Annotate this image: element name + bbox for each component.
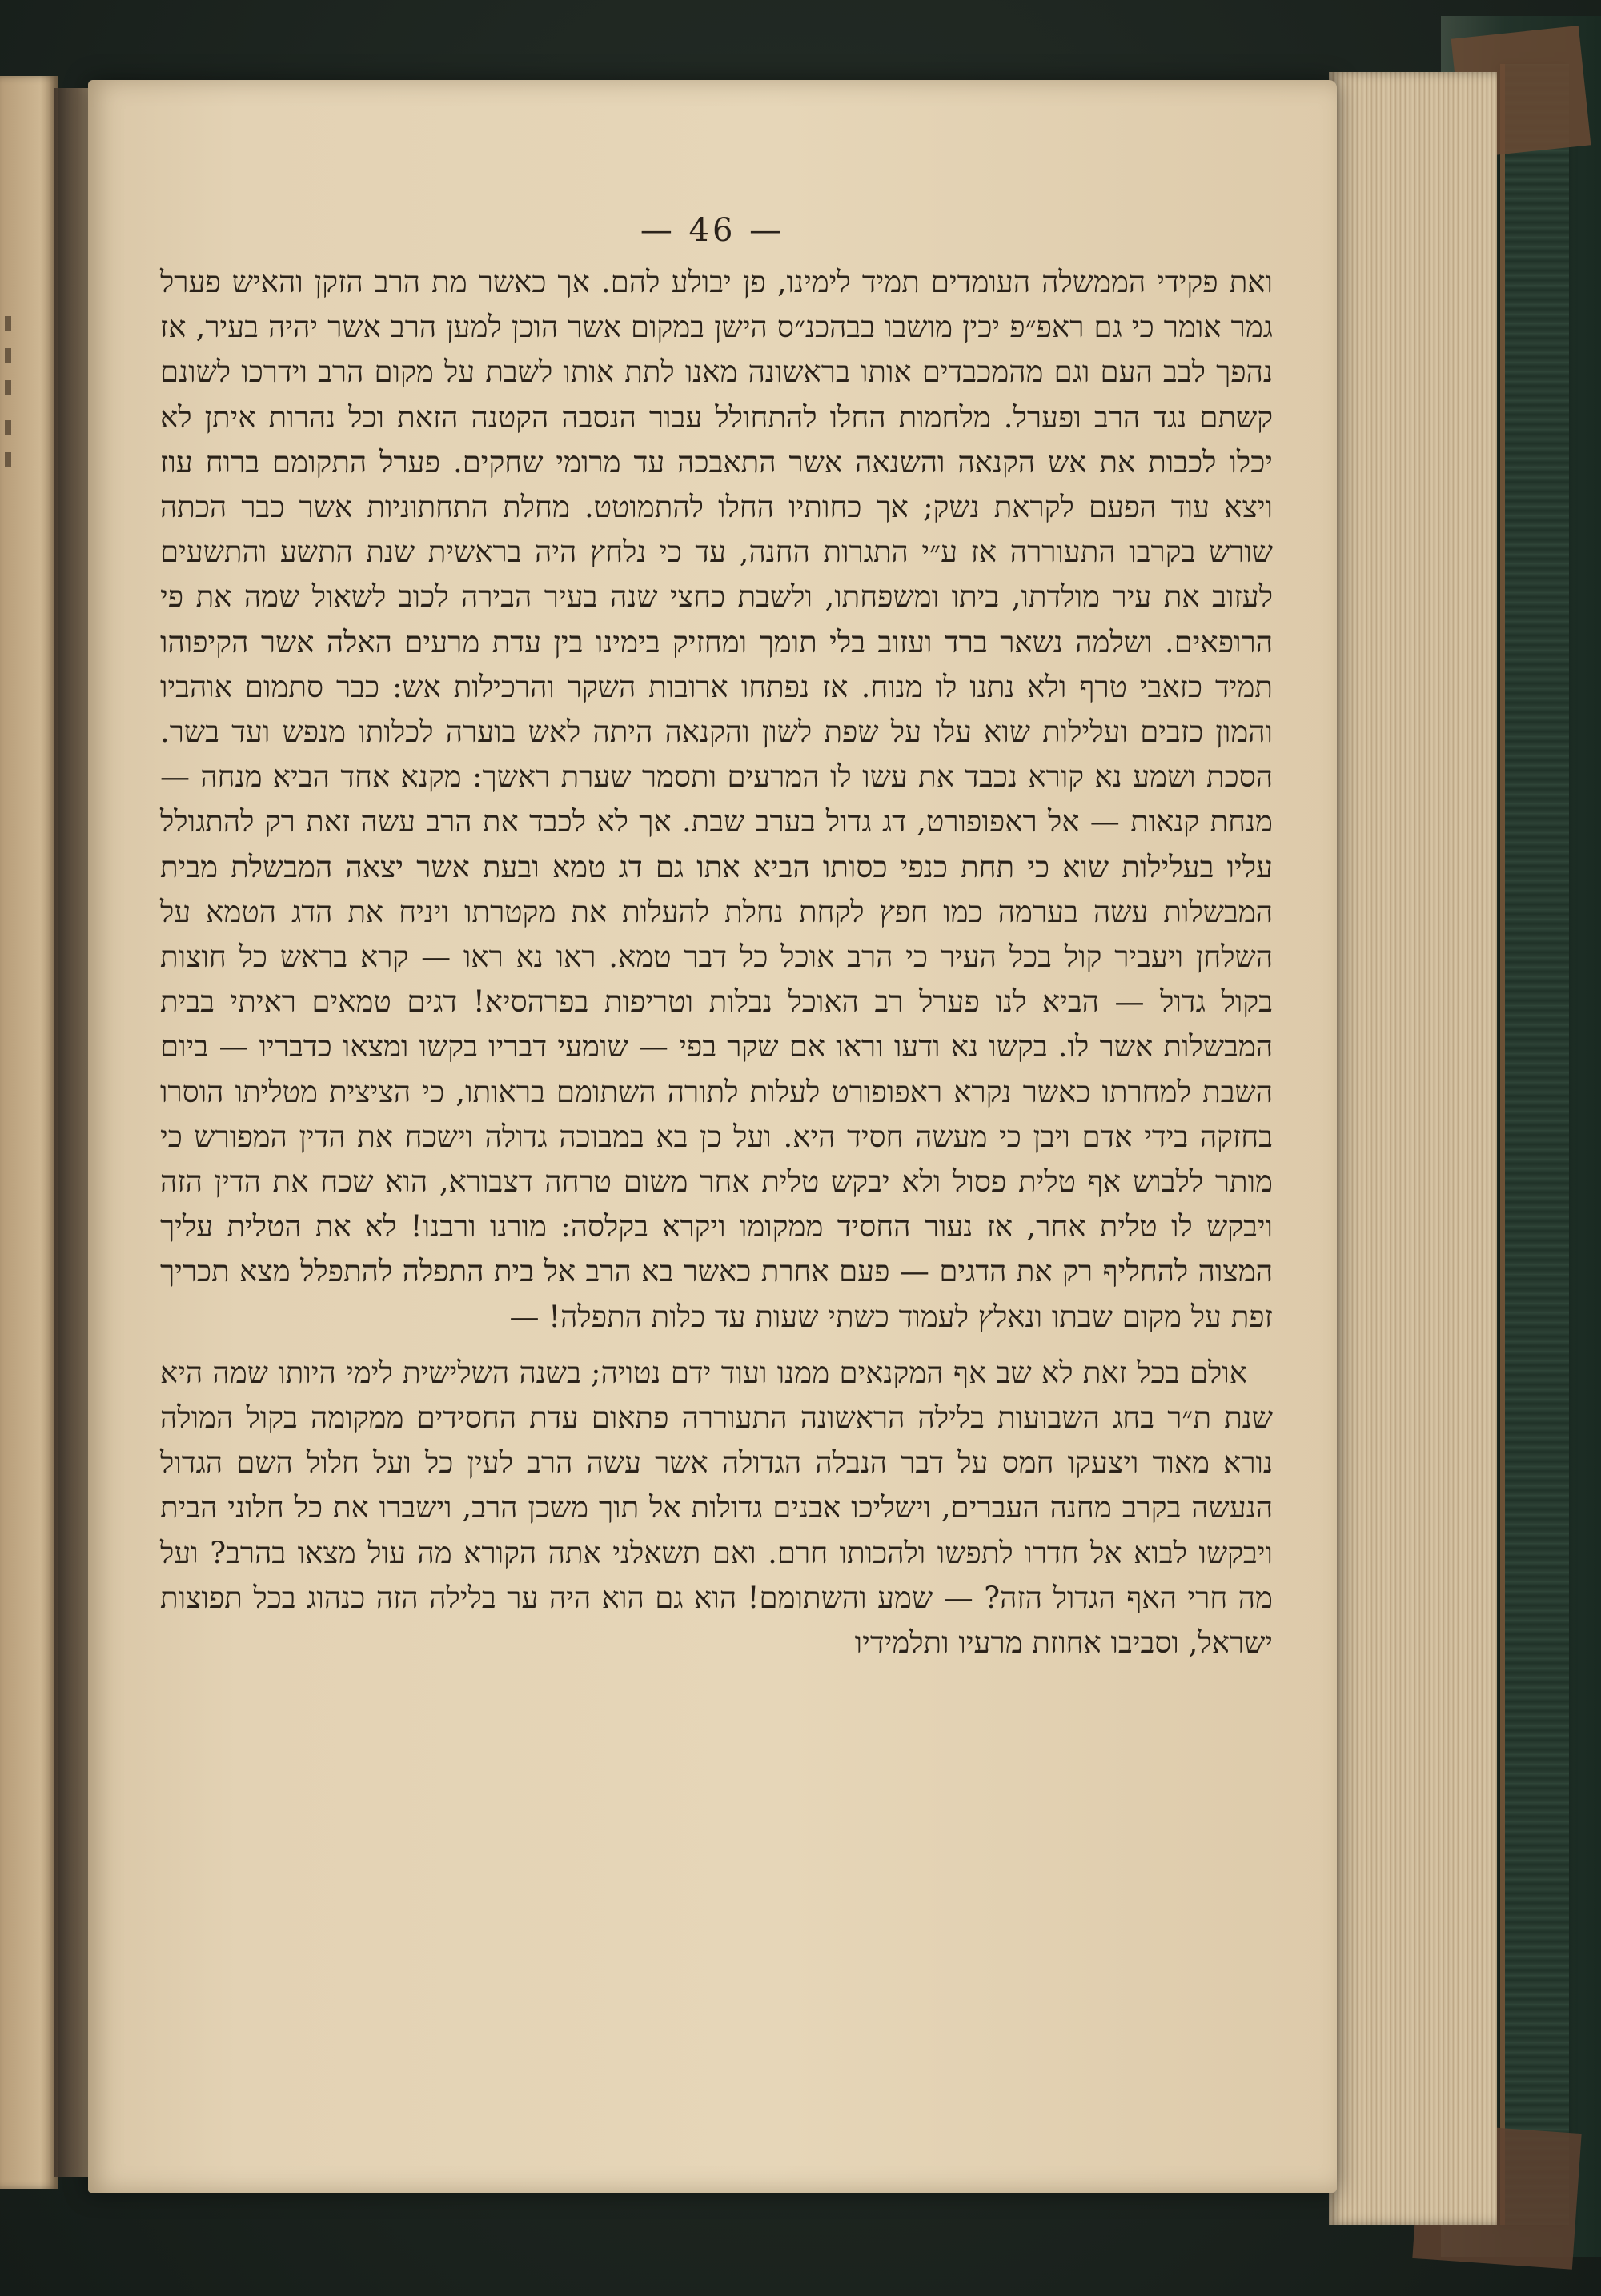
facing-page-edge bbox=[0, 76, 58, 2189]
cover-spine-edge bbox=[1500, 64, 1569, 2225]
paragraph: אולם בכל זאת לא שב אף המקנאים ממנו ועוד ידם נטויה; בשנה השלישית לימי היותו שמה היא שנת ת״ר בחג השבועות בלילה הראשונה התעוררה פתאום עדת החסידים ממקומה בקול המולה נורא מאוד ויצעקו חמס על דבר הנבלה הגדולה אשר עשה הרב לעין כל ועל חלול השם הגדול הנעשה בקרב מחנה העברים, וישליכו אבנים גדולות אל תוך משכן הרב, וישברו את כל חלוני הבית ויבקשו לבוא אל חדרו לתפשו ולהכותו חרם. ואם תשאלני אתה הקורא מה עול מצאו בהרב? ועל מה חרי האף הגדול הזה? — שמע והשתומם! הוא גם הוא היה ער בלילה הזה כנהוג בכל תפוצות ישראל, וסביבו אחוזת מרעיו ותלמידיו bbox=[160, 1355, 1273, 1661]
page-text bbox=[160, 260, 1273, 1665]
page-number: — 46 — bbox=[640, 212, 785, 249]
book-gutter bbox=[54, 88, 93, 2177]
book-page bbox=[88, 80, 1337, 2193]
page-block-fore-edge bbox=[1329, 72, 1497, 2225]
paragraph: ואת פקידי הממשלה העומדים תמיד לימינו, פן יבולע להם. אך כאשר מת הרב הזקן והאיש פערל גמר אומר כי גם ראפ״פ יכין מושבו בבהכנ״ס הישן במקום אשר הוכן למען הרב אשר יהיה בעיר, אז נהפך לבב העם וגם מהמכבדים אותו בראשונה מאנו לתת אותו לשבת על מקום הרב וידרכו לשונם קשתם נגד הרב ופערל. מלחמות החלו להתחולל עבור הנסבה הקטנה הזאת וכל נהרות איתן לא יכלו לכבות את אש הקנאה והשנאה אשר התאבכה עד מרומי שחקים. פערל התקומם ברוח עוז ויצא עוד הפעם לקראת נשק; אך כחותיו החלו להתמוטט. מחלת התחתוניות אשר כבר הכתה שורש בקרבו התעוררה אז ע״י התגרות החנה, עד כי נלחץ היה בראשית שנת התשע והתשעים לעזוב את עיר מולדתו, ביתו ומשפחתו, ולשבת כחצי שנה בעיר הבירה לכוב לשאול שמה את פי הרופאים. ושלמה נשאר ברד ועזוב בלי תומך ומחזיק בימינו בין עדת מרעים האלה אשר הקיפוהו תמיד כזאבי טרף ולא נתנו לו מנוח. אז נפתחו ארובות השקר והרכילות אש: כבר סתמום אוהביו והמון כזבים ועלילות שוא עלו על שפת לשון והקנאה היתה לאש בוערה לכלותו מנפש ועד בשר. הסכת ושמע נא קורא נכבד את עשו לו המרעים ותסמר שערת ראשך: מקנא אחד הביא מנחה — מנחת קנאות — אל ראפופורט, דג גדול בערב שבת. אך לא לכבד את הרב עשה זאת רק להתגולל עליו בעלילות שוא כי תחת כנפי כסותו הביא אתו גם דג טמא ובעת אשר יצאה המבשלת מבית המבשלות עשה בערמה כמו חפץ לקחת נחלת להעלות את מקטרתו ויניח את הדג הטמא על השלחן ויעביר קול בכל העיר כי הרב אוכל כל דבר טמא. ראו נא ראו — קרא בראש כל חוצות בקול גדול — הביא לנו פערל רב האוכל נבלות וטריפות בפרהסיא! דגים טמאים ראיתי בבית המבשלות אשר לו. בקשו נא ודעו וראו אם שקר בפי — שומעי דבריו בקשו ומצאו כדבריו — ביום השבת למחרתו כאשר נקרא ראפופורט לעלות לתורה השתומם בראותו, כי הציצית מטליתו הוסרו בחזקה בידי אדם ויבן כי מעשה חסיד היא. ועל כן בא במבוכה גדולה וישכח את הדין המפורש כי מותר ללבוש אף טלית פסול ולא יבקש טלית אחר משום טרחה דצבורא, הוא שכח את הדין הזה ויבקש לו טלית אחר, אז נעור החסיד ממקומו ויקרא בקלסה: מורנו ורבנו! לא את הטלית עליך המצוה להחליף רק את הדגים — פעם אחרת כאשר בא הרב אל בית התפלה להתפלל מצא תכריך זפת על מקום שבתו ונאלץ לעמוד כשתי שעות עד כלות התפלה! — bbox=[160, 265, 1273, 1334]
